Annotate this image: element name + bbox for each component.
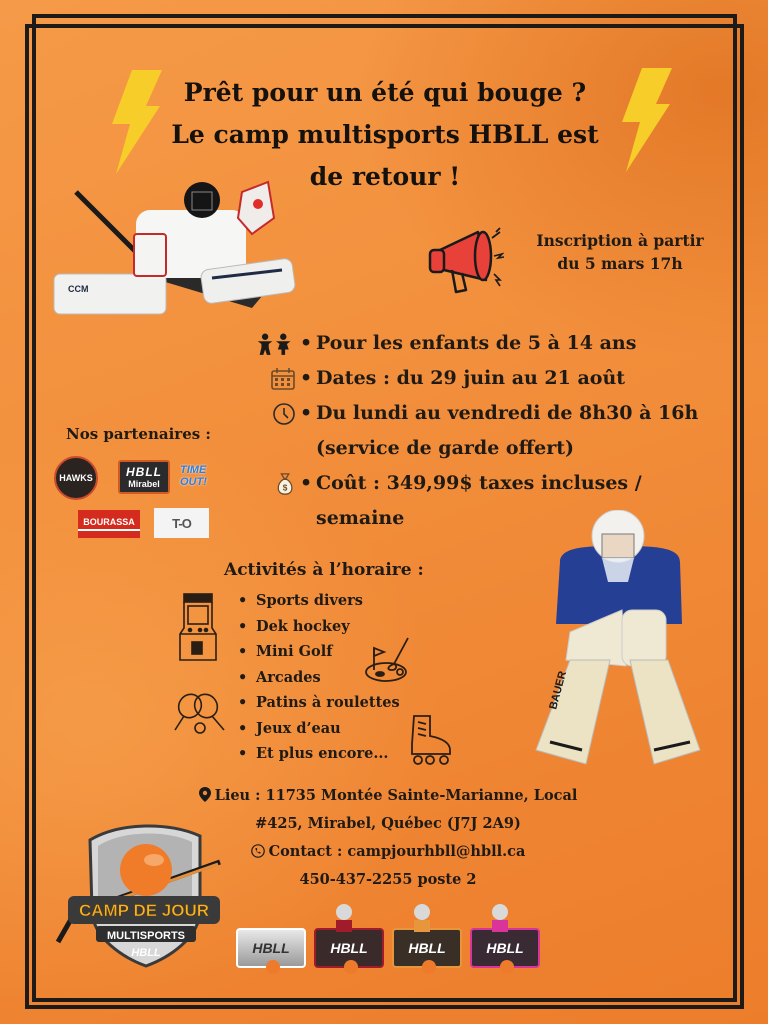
team-logo-hbll-orange [392,928,462,968]
money-bag-icon [256,466,300,501]
partners-title: Nos partenaires : [66,425,211,443]
roller-skate-icon [408,714,454,766]
title-line-3: de retour ! [309,162,461,191]
activity-label: Sports divers [256,592,363,609]
info-list [256,326,716,536]
activity-item: • Patins à roulettes [238,690,400,716]
camp-logo-title: CAMP DE JOUR [78,901,210,920]
partner-logo-stripe [78,529,140,531]
puck-icon [266,960,280,974]
team-logo-hbll-feminin [470,928,540,968]
partner-logo-bourassa [78,510,140,538]
info-text: Coût : 349,99$ taxes incluses / semaine [316,472,642,529]
activity-item: • Arcades [238,665,400,691]
activity-item: • Dek hockey [238,614,400,640]
activity-label: Jeux d’eau [256,719,341,737]
bullet: • [300,367,313,389]
address-text-1: Lieu : 11735 Montée Sainte-Marianne, Local [214,787,578,804]
title-line-2: Le camp multisports HBLL est [171,120,599,149]
activity-item: • Et plus encore... [238,741,400,767]
puck-icon [422,960,436,974]
team-logo-hbll [236,928,306,968]
mini-golf-icon [364,636,414,684]
activity-label: Et plus encore... [256,745,389,762]
children-icon [256,326,300,361]
activity-label: Mini Golf [256,643,333,660]
pickleball-paddles-icon [172,692,228,736]
partner-logo-hawks: HAWKS [54,456,98,500]
mascot-icon [486,902,514,932]
goalie-photo-standing [530,510,708,768]
phone-icon [251,844,265,858]
svg-text:$: $ [282,481,288,492]
puck-icon [500,960,514,974]
address-line-2: #425, Mirabel, Québec (J7J 2A9) [255,815,521,832]
megaphone-icon [426,226,504,298]
camp-de-jour-logo [50,818,230,968]
team-logos-row [236,896,542,968]
partner-logo-sub: Mirabel [128,479,160,489]
activity-item: • Jeux d’eau [238,716,400,742]
clock-icon [256,396,300,431]
location-contact-block [188,782,588,894]
team-logo-label: HBLL [330,940,368,956]
puck-icon [344,960,358,974]
partner-logo-label: BOURASSA [83,517,135,527]
registration-line-2: du 5 mars 17h [557,254,683,273]
registration-notice [522,229,718,275]
activity-label: Dek hockey [256,617,350,635]
team-logo-label: HBLL [486,940,524,956]
info-text: Du lundi au vendredi de 8h30 à 16h (service de garde offert) [316,402,699,459]
svg-text:BAUER: BAUER [547,669,570,711]
team-logo-hbll-elite [314,928,384,968]
location-pin-icon [199,787,211,802]
activity-item: • Mini Golf [238,639,400,665]
activity-item: • Sports divers [238,588,400,614]
address-line-1 [188,782,588,810]
partner-logo-hbll-mirabel [118,460,170,494]
info-text: Dates : du 29 juin au 21 août [316,367,626,389]
team-logo-label: HBLL [408,940,446,956]
activity-label: Arcades [256,668,321,686]
contact-email[interactable]: Contact : campjourhbll@hbll.ca [268,843,526,860]
bullet: • [300,402,313,424]
partner-logo-label: HBLL [126,465,162,479]
camp-logo-brand: HBLL [131,947,161,959]
partner-logo-timeout: TIME OUT! [180,464,207,488]
goalie-photo-sliding [52,178,296,318]
contact-line [188,838,588,866]
calendar-icon [256,361,300,396]
info-item-age [256,326,716,361]
arcade-machine-icon [174,590,222,662]
contact-phone[interactable]: 450-437-2255 poste 2 [299,871,477,888]
title-line-1: Prêt pour un été qui bouge ? [183,78,587,107]
camp-logo-subtitle: MULTISPORTS [106,930,186,942]
activities-title: Activités à l’horaire : [224,560,424,580]
partner-logo-to: T-O [154,508,209,538]
info-item-dates [256,361,716,396]
team-logo-label: HBLL [252,940,290,956]
info-item-hours [256,396,716,466]
activity-label: Patins à roulettes [256,694,400,711]
registration-line-1: Inscription à partir [536,231,704,250]
mascot-icon [408,902,436,932]
mascot-icon [330,902,358,932]
bullet: • [300,472,313,494]
bullet: • [300,332,313,354]
svg-text:CCM: CCM [68,284,89,294]
info-text: Pour les enfants de 5 à 14 ans [316,332,637,354]
